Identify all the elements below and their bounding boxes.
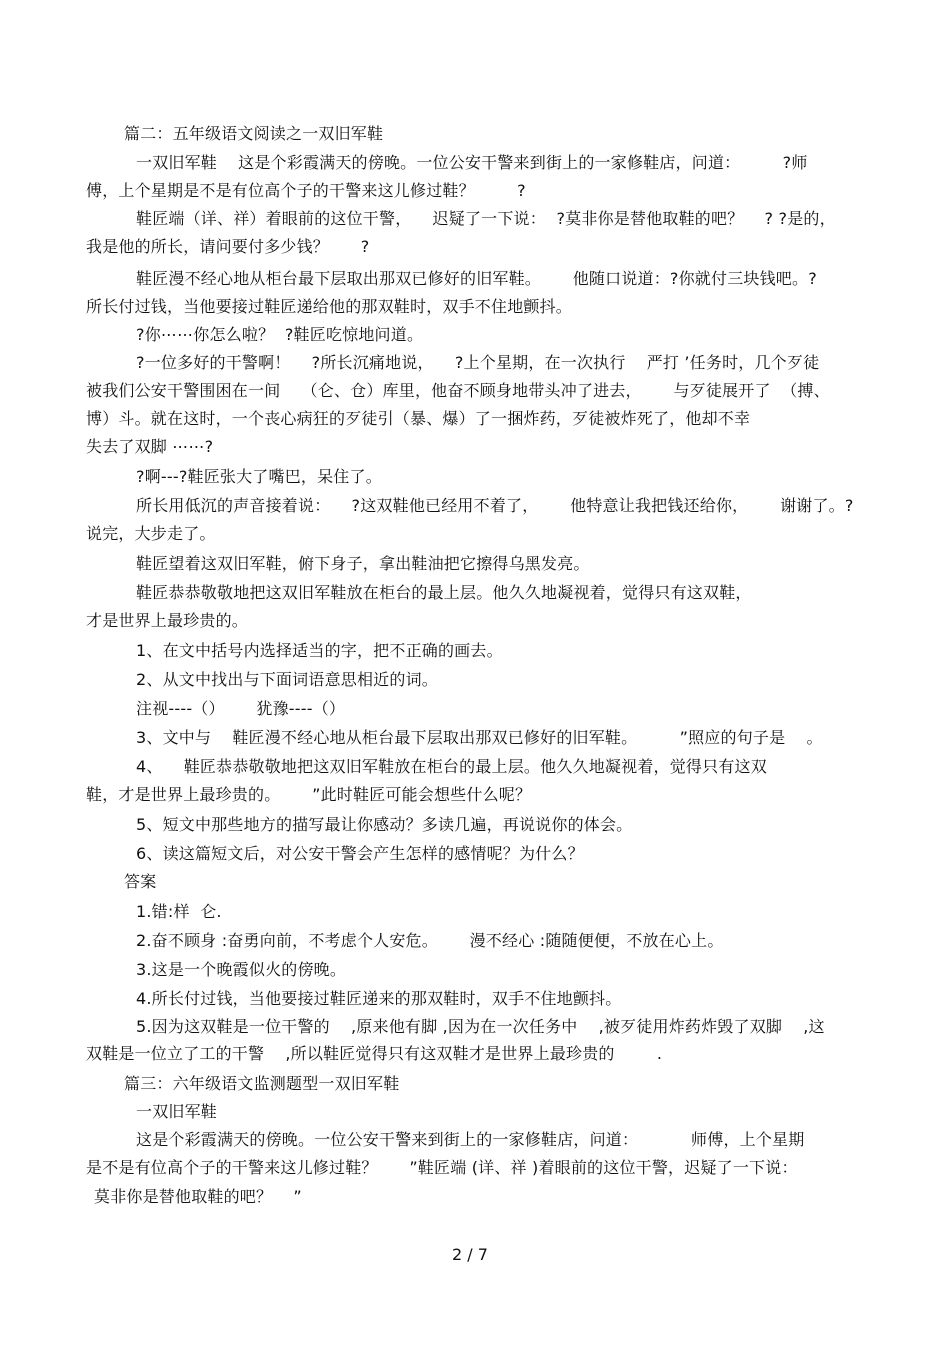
question-line: 注视----（） 犹豫----（） xyxy=(136,699,346,718)
paragraph-line: 一双旧军鞋 这是个彩霞满天的傍晚。一位公安干警来到街上的一家修鞋店，问道： ?师 xyxy=(136,153,808,172)
paragraph-line: ?一位多好的干警啊！ ?所长沉痛地说， ?上个星期，在一次执行 严打 ’任务时，几个歹徒 xyxy=(136,353,820,372)
paragraph-line: 是不是有位高个子的干警来这儿修过鞋？ ”鞋匠端 (详、祥 )着眼前的这位干警，迟疑了一下说： xyxy=(86,1158,798,1177)
paragraph-line: 傅，上个星期是不是有位高个子的干警来这儿修过鞋？ ? xyxy=(86,181,526,200)
paragraph-line: 博）斗。就在这时，一个丧心病狂的歹徒引（暴、爆）了一捆炸药，歹徒被炸死了，他却不幸 xyxy=(86,409,751,428)
paragraph-line: 说完，大步走了。 xyxy=(86,524,216,543)
paragraph-line: 所长付过钱，当他要接过鞋匠递给他的那双鞋时，双手不住地颤抖。 xyxy=(86,297,573,316)
paragraph-line: 我是他的所长，请问要付多少钱？ ? xyxy=(86,237,370,256)
paragraph-line: 才是世界上最珍贵的。 xyxy=(86,611,249,630)
paragraph-line: ?啊---?鞋匠张大了嘴巴，呆住了。 xyxy=(136,467,382,486)
page-number: 2 / 7 xyxy=(452,1245,488,1264)
answer-line: 双鞋是一位立了工的干警 ,所以鞋匠觉得只有这双鞋才是世界上最珍贵的 . xyxy=(86,1044,663,1063)
paragraph-line: ?你⋯⋯你怎么啦？ ?鞋匠吃惊地问道。 xyxy=(136,325,424,344)
answer-line: 5.因为这双鞋是一位干警的 ,原来他有脚 ,因为在一次任务中 ,被歹徒用炸药炸毁了双脚 ,这 xyxy=(136,1017,825,1036)
question-line: 6、读这篇短文后，对公安干警会产生怎样的感情呢？为什么？ xyxy=(136,844,584,863)
question-line: 2、从文中找出与下面词语意思相近的词。 xyxy=(136,670,438,689)
paragraph-line: 被我们公安干警围困在一间 （仑、仓）库里，他奋不顾身地带头冲了进去， 与歹徒展开了 （搏、 xyxy=(86,381,830,400)
question-line: 3、文中与 鞋匠漫不经心地从柜台最下层取出那双已修好的旧军鞋。 ”照应的句子是 。 xyxy=(136,728,823,747)
paragraph-line: 所长用低沉的声音接着说： ?这双鞋他已经用不着了， 他特意让我把钱还给你， 谢谢了。? xyxy=(136,496,854,515)
question-line: 5、短文中那些地方的描写最让你感动？多读几遍，再说说你的体会。 xyxy=(136,815,633,834)
paragraph-line: 鞋匠漫不经心地从柜台最下层取出那双已修好的旧军鞋。 他随口说道：?你就付三块钱吧。? xyxy=(136,269,817,288)
section-heading-3: 篇三：六年级语文监测题型一双旧军鞋 xyxy=(124,1074,400,1093)
paragraph-line: 鞋匠端（详、祥）着眼前的这位干警， 迟疑了一下说： ?莫非你是替他取鞋的吧？ ? ?是的， xyxy=(136,209,836,228)
answer-line: 1.错:样 仑. xyxy=(136,902,222,921)
answer-line: 3.这是一个晚霞似火的傍晚。 xyxy=(136,960,347,979)
section-heading-2: 篇二：五年级语文阅读之一双旧军鞋 xyxy=(124,124,384,143)
paragraph-line: 鞋匠望着这双旧军鞋，俯下身子，拿出鞋油把它擦得乌黑发亮。 xyxy=(136,554,590,573)
paragraph-line: 鞋匠恭恭敬敬地把这双旧军鞋放在柜台的最上层。他久久地凝视着，觉得只有这双鞋， xyxy=(136,583,752,602)
paragraph-line: 莫非你是替他取鞋的吧？ ” xyxy=(94,1187,302,1206)
answer-line: 2.奋不顾身 :奋勇向前，不考虑个人安危。 漫不经心 :随随便便，不放在心上。 xyxy=(136,931,724,950)
story-title: 一双旧军鞋 xyxy=(136,1102,218,1121)
paragraph-line: 这是个彩霞满天的傍晚。一位公安干警来到街上的一家修鞋店，问道： 师傅，上个星期 xyxy=(136,1130,805,1149)
answer-line: 4.所长付过钱，当他要接过鞋匠递来的那双鞋时，双手不住地颤抖。 xyxy=(136,989,622,1008)
paragraph-line: 失去了双脚 ⋯⋯? xyxy=(86,437,214,456)
question-line: 1、在文中括号内选择适当的字，把不正确的画去。 xyxy=(136,641,503,660)
answer-heading: 答案 xyxy=(124,872,157,891)
question-line: 鞋，才是世界上最珍贵的。 ”此时鞋匠可能会想些什么呢？ xyxy=(86,785,532,804)
question-line: 4、 鞋匠恭恭敬敬地把这双旧军鞋放在柜台的最上层。他久久地凝视着，觉得只有这双 xyxy=(136,757,767,776)
